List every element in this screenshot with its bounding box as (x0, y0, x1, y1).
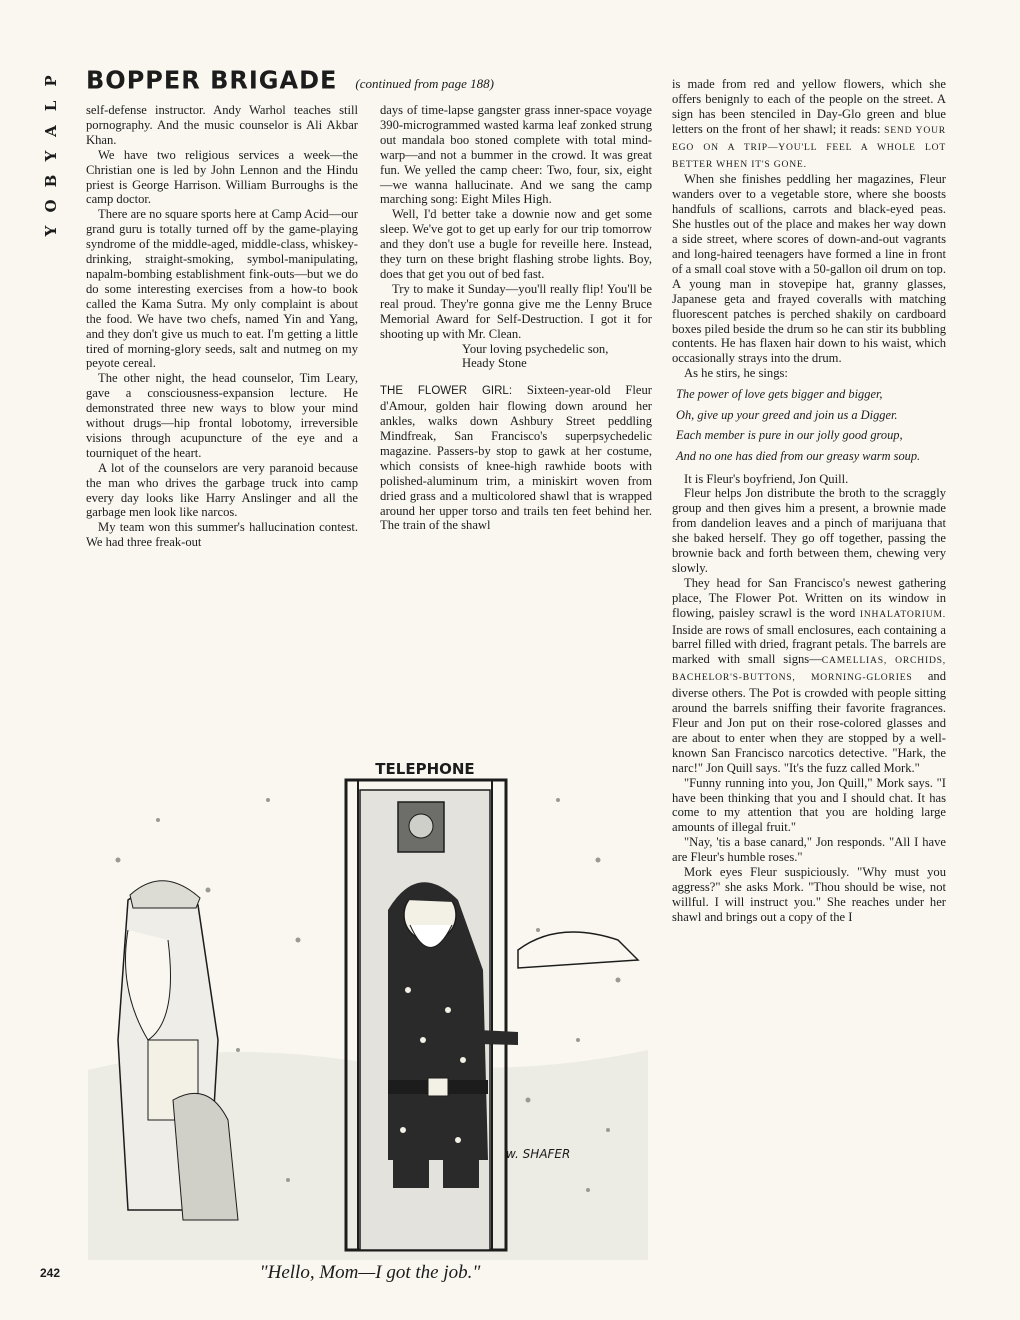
paragraph: When she finishes peddling her magazines, Fleur wanders over to a vegetable store, where she boosts handfuls of scallions, carrots and black-eyed peas. She hustles out of the place and makes her way down a side street, where scores of down-and-out vagrants and long-haired teenagers have formed a line in front of a small coal stove with a 50-gallon oil drum on top. A young man in stovepipe hat, granny glasses, Japanese geta and frayed coveralls with matching fluorescent patches is perched shakily on cardboard boxes piled beside the drum so he can stir its bubbling contents. He has flaxen hair down to his waist, which occasionally strays into the drum. (672, 172, 946, 366)
text-column-3 (672, 77, 946, 925)
text-column-1 (86, 103, 358, 550)
text-column-2 (380, 103, 652, 533)
paragraph: self-defense instructor. Andy Warhol teaches still pornography. And the music counselor is Ali Akbar Khan. (86, 103, 358, 147)
song-lyrics (672, 387, 946, 463)
paragraph-text: Inside are rows of small enclosures, each containing a barrel filled with dried, fragrant petals. The barrels are marked with small signs— (672, 622, 946, 667)
paragraph (672, 77, 946, 172)
section-paragraph (380, 383, 652, 533)
magazine-letter: P (42, 75, 60, 87)
article-header (86, 66, 646, 96)
paragraph: days of time-lapse gangster grass inner-space voyage 390-microgrammed wasted karma leaf zonked strung out mandala boo stoned complete with total mind-warp—and not a bummer in the crowd. It was great fun. We yelled the camp cheer: Two, four, six, eight—we wanna hallucinate. And we sang the camp marching song: Eight Miles High. (380, 103, 652, 207)
paragraph: We have two religious services a week—the Christian one is led by John Lennon and the Hindu priest is George Harrison. William Burroughs is the camp doctor. (86, 147, 358, 207)
paragraph: Mork eyes Fleur suspiciously. "Why must you aggress?" she asks Mork. "Thou should be wise, not willful. I will instruct you." She reaches under her shawl and brings out a copy of the I (672, 865, 946, 924)
magazine-letter: A (42, 125, 60, 137)
paragraph: Well, I'd better take a downie now and get some sleep. We've got to get up early for our trip tomorrow and they don't use a bugle for reveille here. Instead, they turn on these bright flashing strobe lights. Boy, does that get you out of bed fast. (380, 207, 652, 281)
artist-signature: w. SHAFER (506, 1147, 571, 1161)
magazine-letter: L (42, 100, 60, 112)
magazine-letter: Y (42, 225, 60, 237)
paragraph: The other night, the head counselor, Tim Leary, gave a consciousness-expansion lecture. He demonstrated three new ways to blow your mind without drugs—hip frontal lobotomy, irreversible visions through acupuncture of the eye and a tourniquet of the heart. (86, 371, 358, 460)
sign-text: INHALATORIUM. (859, 608, 946, 620)
paragraph: There are no square sports here at Camp Acid—our grand guru is totally turned off by the game-playing syndrome of the middle-aged, middle-class, whiskey-drinking, straight-smoking, symbol-manipulating, napalm-bombing establishment fink-outs—but we do do some interesting exercises from a how-to book called the Kama Sutra. My only complaint is about the food. We have two chefs, named Yin and Yang, and they don't give us much to eat. I'm getting a little tired of morning-glory seeds, salt and nutmeg on my peyote cereal. (86, 207, 358, 371)
continued-note: (continued from page 188) (355, 76, 494, 91)
article-title: BOPPER BRIGADE (86, 65, 338, 95)
section-heading: THE FLOWER GIRL: (380, 385, 513, 398)
letter-signature: Heady Stone (462, 356, 527, 371)
paragraph-text: is made from red and yellow flowers, which she offers benignly to each of the people on the street. A sign has been stenciled in Day-Glo green and blue letters on the front of her shawl; it reads: (672, 77, 946, 136)
magazine-letter: O (42, 199, 60, 213)
paragraph: Fleur helps Jon distribute the broth to the scraggly group and then gives him a present, a brownie made from dandelion leaves and a pinch of marijuana that she baked herself. They go off together, passing the brownie back and forth between them, chewing very slowly. (672, 486, 946, 575)
song-line: The power of love gets bigger and bigger, (676, 387, 883, 402)
song-line: And no one has died from our greasy warm soup. (676, 448, 921, 463)
paragraph-text: and diverse others. The Pot is crowded with people sitting around the barrels sniffing their favorite fragrances. Fleur and Jon put on their rose-colored glasses and are about to enter when they are stopped by a well-known San Francisco narcotics detective. "Hark, the narc!" Jon Quill says. "It's the fuzz called Mork." (672, 669, 946, 775)
paragraph: Try to make it Sunday—you'll really flip! You'll be real proud. They're gonna give me the Lenny Bruce Memorial Award for Self-Destruction. I got it for shooting up with Mr. Clean. (380, 281, 652, 341)
sign-text: SEND YOUR EGO ON A TRIP—YOU'LL FEEL A WHOLE LOT BETTER WHEN IT'S GONE. (672, 124, 946, 170)
cartoon-caption: "Hello, Mom—I got the job." (259, 1262, 481, 1283)
page-number: 242 (40, 1266, 61, 1280)
magazine-letter: B (42, 174, 60, 188)
song-line: Oh, give up your greed and join us a Digger. (676, 407, 898, 422)
paragraph: "Nay, 'tis a base canard," Jon responds. "All I have are Fleur's humble roses." (672, 835, 946, 865)
paragraph-text: Sixteen-year-old Fleur d'Amour, golden hair flowing down around her ankles, walks down Ashbury Street peddling Mindfreak, San Francisco's superpsychedelic magazine. Passers-by stop to gawk at her costume, which consists of knee-high rawhide boots with polished-aluminum trim, a miniskirt woven from dried grass and a multicolored shawl that is wrapped around her upper torso and trails ten feet behind her. The train of the shawl (380, 383, 652, 533)
paragraph: It is Fleur's boyfriend, Jon Quill. (684, 471, 849, 486)
song-line: Each member is pure in our jolly good group, (676, 428, 903, 443)
paragraph: As he stirs, he sings: (684, 366, 788, 381)
letter-closing: Your loving psychedelic son, (462, 341, 609, 356)
paragraph: My team won this summer's hallucination contest. We had three freak-out (86, 520, 358, 550)
booth-sign: TELEPHONE (375, 760, 475, 778)
paragraph (672, 576, 946, 776)
sign-text: CAMELLIAS, ORCHIDS, BACHELOR'S-BUTTONS, MORNING-GLORIES (672, 655, 947, 684)
magazine-name-vertical (40, 72, 62, 240)
magazine-letter: Y (42, 150, 60, 162)
paragraph: A lot of the counselors are very paranoid because the man who drives the garbage truck into camp every day looks like Harry Anslinger and all the garbage men look like narcos. (86, 460, 358, 520)
paragraph: "Funny running into you, Jon Quill," Mork says. "I have been thinking that you and I should chat. It has come to my attention that you are holding large amounts of illegal fruit." (672, 775, 946, 835)
cartoon-illustration (88, 740, 648, 1260)
paragraph-text: They head for San Francisco's newest gathering place, The Flower Pot. Written on its window in flowing, paisley scrawl is the word (672, 575, 946, 620)
